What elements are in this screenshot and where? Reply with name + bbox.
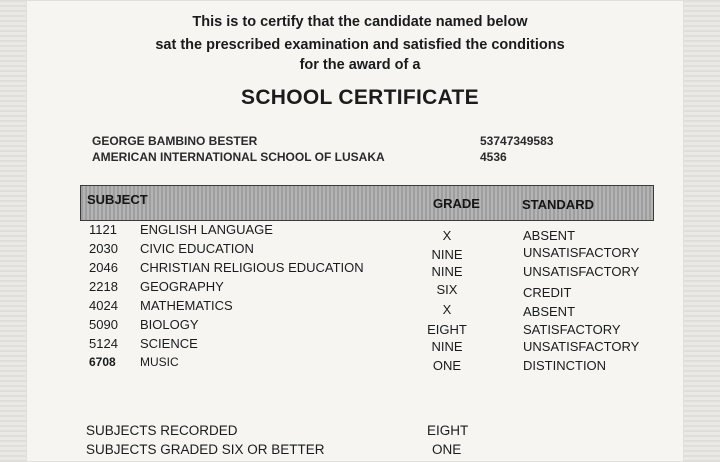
- subject-code: 2046: [89, 260, 118, 275]
- subject-code: 1121: [89, 222, 117, 237]
- table-row: [0, 260, 720, 279]
- subject-standard: UNSATISFACTORY: [523, 339, 640, 354]
- table-row: [0, 317, 720, 336]
- subject-code: 5124: [89, 336, 118, 351]
- intro-line-3: for the award of a: [299, 57, 421, 73]
- subject-code: 4024: [89, 298, 118, 313]
- subject-name: GEOGRAPHY: [140, 279, 224, 294]
- school-name: AMERICAN INTERNATIONAL SCHOOL OF LUSAKA: [92, 150, 385, 164]
- subject-standard: ABSENT: [523, 228, 576, 243]
- subject-code: 5090: [89, 317, 118, 332]
- subject-grade: NINE: [431, 339, 463, 354]
- header-standard: STANDARD: [522, 197, 594, 212]
- subject-standard: DISTINCTION: [523, 358, 607, 373]
- subject-name: ENGLISH LANGUAGE: [140, 222, 273, 237]
- intro-line-2: sat the prescribed examination and satisfied the conditions: [155, 37, 565, 53]
- subject-name: CIVIC EDUCATION: [140, 241, 254, 256]
- exam-number: 53747349583: [480, 134, 554, 148]
- table-row: [0, 355, 720, 374]
- subject-grade: EIGHT: [427, 322, 467, 337]
- subjects-recorded-label: SUBJECTS RECORDED: [86, 423, 238, 438]
- candidate-name: GEORGE BAMBINO BESTER: [92, 134, 258, 148]
- subject-grade: SIX: [436, 282, 458, 297]
- header-grade: GRADE: [433, 196, 480, 211]
- subject-code: 2218: [89, 279, 118, 294]
- graded-six-or-better-label: SUBJECTS GRADED SIX OR BETTER: [86, 442, 325, 457]
- subject-code: 2030: [89, 241, 118, 256]
- table-row: [0, 222, 720, 241]
- subject-grade: X: [442, 302, 452, 317]
- subject-name: MATHEMATICS: [140, 298, 233, 313]
- subjects-recorded-value: EIGHT: [427, 423, 469, 438]
- subject-standard: CREDIT: [523, 285, 572, 300]
- subject-standard: SATISFACTORY: [523, 322, 621, 337]
- centre-number: 4536: [480, 150, 507, 164]
- table-row: [0, 336, 720, 355]
- subject-name: MUSIC: [140, 355, 179, 369]
- header-subject: SUBJECT: [87, 192, 148, 207]
- graded-six-or-better-value: ONE: [432, 442, 462, 457]
- subject-name: BIOLOGY: [140, 317, 199, 332]
- subject-standard: UNSATISFACTORY: [523, 264, 640, 279]
- table-row: [0, 279, 720, 298]
- subject-code: 6708: [89, 355, 116, 369]
- intro-line-1: This is to certify that the candidate named below: [192, 14, 528, 30]
- subject-grade: X: [442, 228, 452, 243]
- subject-name: SCIENCE: [140, 336, 198, 351]
- subject-grade: NINE: [431, 264, 463, 279]
- table-row: [0, 298, 720, 317]
- certificate-title: SCHOOL CERTIFICATE: [241, 86, 479, 109]
- subject-name: CHRISTIAN RELIGIOUS EDUCATION: [140, 260, 364, 275]
- subject-standard: ABSENT: [523, 304, 576, 319]
- subject-grade: ONE: [432, 358, 462, 373]
- subject-grade: NINE: [431, 247, 463, 262]
- table-row: [0, 241, 720, 260]
- subject-standard: UNSATISFACTORY: [523, 245, 640, 260]
